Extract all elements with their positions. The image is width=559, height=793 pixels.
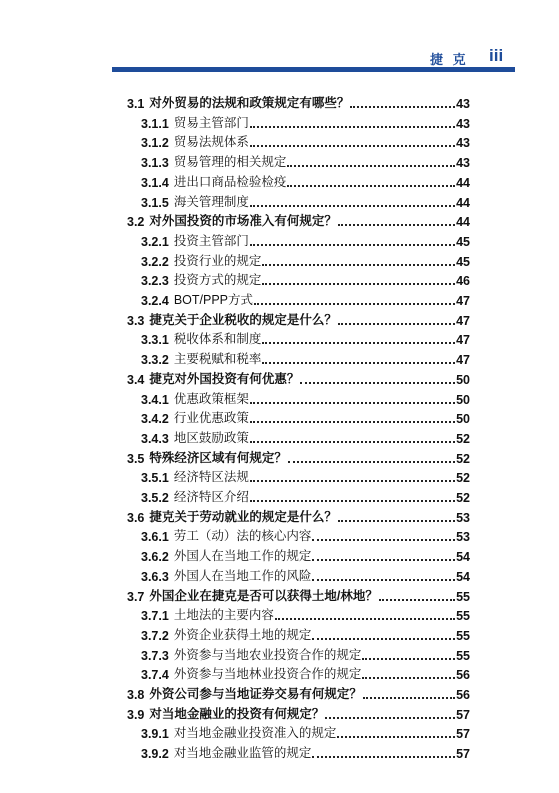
toc-subsection-entry[interactable] <box>141 566 470 584</box>
toc-entry-title: 海关管理制度 <box>173 194 249 209</box>
toc-section-entry[interactable] <box>127 448 470 466</box>
toc-entry-title: 投资方式的规定 <box>173 273 262 288</box>
toc-entry-title: 对当地金融业的投资有何规定？ <box>149 706 325 721</box>
toc-dot-leader <box>312 539 455 541</box>
toc-dot-leader <box>262 283 455 285</box>
toc-dot-leader <box>337 736 455 738</box>
toc-section-entry[interactable] <box>127 586 470 604</box>
toc-dot-leader <box>250 480 455 482</box>
toc-entry-title: 捷克关于企业税收的规定是什么？ <box>149 312 337 327</box>
toc-entry-page: 44 <box>456 195 470 210</box>
toc-entry-page: 53 <box>456 530 470 545</box>
toc-entry-title: 经济特区法规 <box>173 470 249 485</box>
toc-entry-number: 3.1.4 <box>141 175 169 190</box>
toc-dot-leader <box>312 579 455 581</box>
toc-entry-number: 3.7.3 <box>141 648 169 663</box>
toc-entry-number: 3.1.2 <box>141 136 169 151</box>
toc-entry-number: 3.7.2 <box>141 628 169 643</box>
toc-entry-number: 3.4.2 <box>141 412 169 427</box>
toc-subsection-entry[interactable] <box>141 349 470 367</box>
toc-section-entry[interactable] <box>127 704 470 722</box>
toc-subsection-entry[interactable] <box>141 290 470 308</box>
toc-entry-page: 56 <box>456 668 470 683</box>
toc-entry-number: 3.1.1 <box>141 116 169 131</box>
toc-entry-page: 55 <box>456 589 470 604</box>
toc-subsection-entry[interactable] <box>141 467 470 485</box>
toc-entry-number: 3.6.2 <box>141 550 169 565</box>
toc-entry-page: 54 <box>456 550 470 565</box>
toc-entry-title: 对当地金融业投资准入的规定 <box>173 726 337 741</box>
header-rule <box>112 67 515 72</box>
toc-dot-leader <box>287 165 455 167</box>
toc-dot-leader <box>288 461 455 463</box>
toc-entry-number: 3.2.4 <box>141 294 169 308</box>
toc-section-entry[interactable] <box>127 310 470 328</box>
toc-entry-title: 对当地金融业监管的规定 <box>173 746 312 761</box>
toc-entry-title: 劳工（动）法的核心内容 <box>173 529 312 544</box>
toc-entry-title: 进出口商品检验检疫 <box>173 174 287 189</box>
toc-entry-title: 外资企业获得土地的规定 <box>173 627 312 642</box>
toc-dot-leader <box>250 126 455 128</box>
toc-subsection-entry[interactable] <box>141 152 470 170</box>
toc-entry-page: 44 <box>456 215 470 230</box>
toc-entry-page: 55 <box>456 628 470 643</box>
toc-entry-number: 3.2 <box>127 215 145 230</box>
toc-subsection-entry[interactable] <box>141 251 470 269</box>
toc-entry-page: 57 <box>456 747 470 762</box>
toc-dot-leader <box>338 520 455 522</box>
toc-entry-title: 对外国投资的市场准入有何规定？ <box>149 214 337 229</box>
toc-section-entry[interactable] <box>127 507 470 525</box>
toc-entry-number: 3.3.2 <box>141 353 169 368</box>
toc-dot-leader <box>338 323 455 325</box>
toc-entry-page: 57 <box>456 707 470 722</box>
toc-entry-page: 43 <box>456 97 470 111</box>
toc-entry-page: 46 <box>456 274 470 289</box>
toc-entry-page: 50 <box>456 412 470 427</box>
toc-entry-number: 3.9.2 <box>141 747 169 762</box>
toc-entry-title: 外资参与当地林业投资合作的规定 <box>173 667 362 682</box>
toc-entry-title: 外国人在当地工作的风险 <box>173 568 312 583</box>
toc-entry-number: 3.2.1 <box>141 234 169 249</box>
toc-dot-leader <box>254 303 455 305</box>
toc-subsection-entry[interactable] <box>141 329 470 347</box>
toc-entry-number: 3.5 <box>127 451 145 466</box>
toc-entry-number: 3.1.5 <box>141 195 169 210</box>
toc-entry-number: 3.1.3 <box>141 156 169 171</box>
toc-entry-page: 56 <box>456 688 470 702</box>
toc-entry-title: 地区鼓励政策 <box>173 430 249 445</box>
toc-entry-page: 45 <box>456 254 470 269</box>
toc-entry-title: 外国企业在捷克是否可以获得土地/林地？ <box>149 588 378 603</box>
toc-entry-page: 43 <box>456 116 470 131</box>
toc-entry-title: 主要税赋和税率 <box>173 352 262 367</box>
toc-entry-page: 57 <box>456 727 470 742</box>
toc-entry-number: 3.3 <box>127 313 145 328</box>
toc-section-entry[interactable] <box>127 684 470 702</box>
toc-entry-page: 47 <box>456 333 470 348</box>
toc-entry-number: 3.4.3 <box>141 431 169 446</box>
toc-subsection-entry[interactable] <box>141 743 470 761</box>
toc-subsection-entry[interactable] <box>141 408 470 426</box>
toc-entry-title: 优惠政策框架 <box>173 391 249 406</box>
toc-dot-leader <box>287 185 455 187</box>
page-number: iii <box>489 46 504 65</box>
toc-entry-page: 52 <box>456 431 470 446</box>
toc-subsection-entry[interactable] <box>141 664 470 682</box>
toc-dot-leader <box>250 421 455 423</box>
page-header <box>0 0 559 80</box>
toc-entry-title: 外资参与当地农业投资合作的规定 <box>173 647 362 662</box>
toc-entry-page: 44 <box>456 175 470 190</box>
toc-entry-title: 贸易法规体系 <box>173 135 249 150</box>
toc-dot-leader <box>262 342 455 344</box>
toc-section-entry[interactable] <box>127 211 470 229</box>
toc-subsection-entry[interactable] <box>141 270 470 288</box>
toc-entry-page: 47 <box>456 353 470 368</box>
toc-entry-title: 外国人在当地工作的规定 <box>173 549 312 564</box>
toc-dot-leader <box>250 402 455 404</box>
toc-entry-title: 捷克对外国投资有何优惠？ <box>149 371 300 386</box>
toc-entry-number: 3.2.2 <box>141 254 169 269</box>
toc-dot-leader <box>250 145 455 147</box>
toc-subsection-entry[interactable] <box>141 192 470 210</box>
toc-dot-leader <box>312 756 455 758</box>
toc-dot-leader <box>325 717 455 719</box>
toc-entry-number: 3.7.4 <box>141 668 169 683</box>
toc-entry-page: 55 <box>456 648 470 663</box>
toc-entry-page: 43 <box>456 136 470 151</box>
toc-entry-number: 3.6.3 <box>141 569 169 584</box>
toc-entry-title: 税收体系和制度 <box>173 332 262 347</box>
toc-entry-title: 对外贸易的法规和政策规定有哪些？ <box>149 96 350 110</box>
toc-dot-leader <box>362 677 455 679</box>
toc-dot-leader <box>363 697 455 699</box>
toc-subsection-entry[interactable] <box>141 231 470 249</box>
toc-entry-page: 55 <box>456 609 470 624</box>
toc-entry-title: 投资主管部门 <box>173 233 249 248</box>
toc-entry-title: 投资行业的规定 <box>173 253 262 268</box>
toc-dot-leader <box>250 500 455 502</box>
toc-entry-page: 43 <box>456 156 470 171</box>
toc-entry-title: 土地法的主要内容 <box>173 608 274 623</box>
toc-entry-title: 捷克关于劳动就业的规定是什么？ <box>149 509 337 524</box>
toc-entry-page: 50 <box>456 372 470 387</box>
toc-subsection-entry[interactable] <box>141 428 470 446</box>
toc-entry-page: 53 <box>456 510 470 525</box>
toc-entry-title: 特殊经济区域有何规定？ <box>149 450 287 465</box>
toc-subsection-entry[interactable] <box>141 487 470 505</box>
toc-dot-leader <box>379 599 455 601</box>
toc-entry-number: 3.5.1 <box>141 471 169 486</box>
toc-section-entry[interactable] <box>127 369 470 387</box>
toc-entry-number: 3.6.1 <box>141 530 169 545</box>
toc-dot-leader <box>250 205 455 207</box>
toc-subsection-entry[interactable] <box>141 605 470 623</box>
toc-entry-title: BOT/PPP方式 <box>173 293 253 307</box>
toc-entry-title: 外资公司参与当地证券交易有何规定？ <box>149 687 362 701</box>
toc-entry-number: 3.2.3 <box>141 274 169 289</box>
toc-subsection-entry[interactable] <box>141 645 470 663</box>
toc-entry-title: 行业优惠政策 <box>173 411 249 426</box>
toc-entry-title: 贸易主管部门 <box>173 115 249 130</box>
toc-subsection-entry[interactable] <box>141 389 470 407</box>
toc-entry-page: 47 <box>456 313 470 328</box>
toc-entry-page: 54 <box>456 569 470 584</box>
chapter-title: 捷 克 <box>430 52 469 67</box>
toc-dot-leader <box>300 382 455 384</box>
toc-subsection-entry[interactable] <box>141 723 470 741</box>
toc-dot-leader <box>312 559 455 561</box>
toc-entry-page: 47 <box>456 294 470 308</box>
toc-entry-number: 3.9.1 <box>141 727 169 742</box>
toc-entry-page: 52 <box>456 451 470 466</box>
toc-entry-page: 50 <box>456 392 470 407</box>
toc-entry-number: 3.1 <box>127 97 145 111</box>
toc-subsection-entry[interactable] <box>141 113 470 131</box>
toc-subsection-entry[interactable] <box>141 625 470 643</box>
toc-subsection-entry[interactable] <box>141 132 470 150</box>
toc-entry-number: 3.9 <box>127 707 145 722</box>
toc-entry-title: 经济特区介绍 <box>173 490 249 504</box>
toc-subsection-entry[interactable] <box>141 546 470 564</box>
toc-subsection-entry[interactable] <box>141 526 470 544</box>
toc-entry-number: 3.4 <box>127 372 145 387</box>
toc-dot-leader <box>250 244 455 246</box>
toc-dot-leader <box>350 106 455 108</box>
toc-entry-number: 3.7 <box>127 589 145 604</box>
toc-entry-title: 贸易管理的相关规定 <box>173 155 287 170</box>
toc-dot-leader <box>262 362 455 364</box>
toc-dot-leader <box>338 224 455 226</box>
toc-entry-page: 52 <box>456 471 470 486</box>
toc-dot-leader <box>250 441 455 443</box>
toc-subsection-entry[interactable] <box>141 172 470 190</box>
toc-entry-page: 52 <box>456 491 470 505</box>
toc-dot-leader <box>275 618 455 620</box>
toc-entry-number: 3.3.1 <box>141 333 169 348</box>
toc-entry-number: 3.6 <box>127 510 145 525</box>
toc-entry-number: 3.5.2 <box>141 491 169 505</box>
toc-entry-number: 3.7.1 <box>141 609 169 624</box>
toc-dot-leader <box>262 264 455 266</box>
toc-dot-leader <box>362 658 455 660</box>
toc-entry-number: 3.4.1 <box>141 392 169 407</box>
toc-dot-leader <box>312 638 455 640</box>
toc-entry-page: 45 <box>456 234 470 249</box>
toc-section-entry[interactable] <box>127 93 470 111</box>
toc-entry-number: 3.8 <box>127 688 145 702</box>
